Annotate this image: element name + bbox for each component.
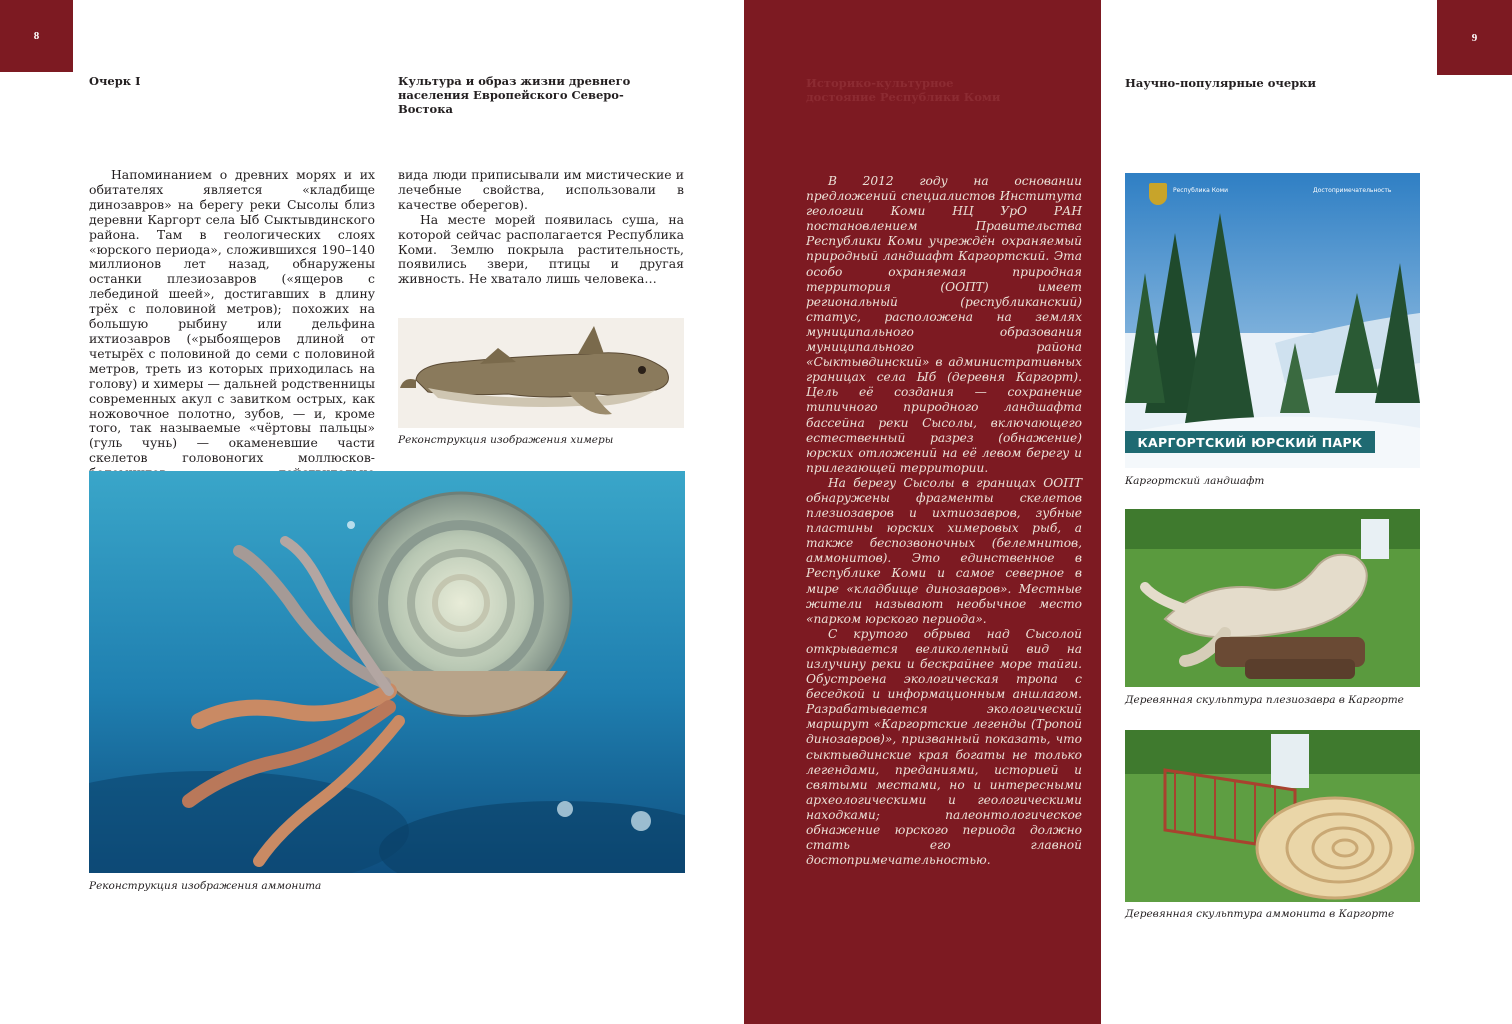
plesiosaur-sculpture-photo (1125, 509, 1420, 687)
left-column-1 (89, 168, 375, 511)
landscape-drawing (1125, 173, 1420, 468)
ammonite-sculpture-drawing (1125, 730, 1420, 902)
chimera-illustration (398, 318, 684, 428)
left-col2-paragraph-2: На месте морей появилась суша, на которой сейчас располагается Республика Коми. Землю покрыла растительность, появились звери, птицы и другая живность. Не хватало лишь человека… (398, 211, 684, 287)
running-title-left: Культура и образ жизни древнего населения Европейского Северо-Востока (398, 74, 631, 116)
right-paragraph-1: В 2012 году на основании предложений специалистов Института геологии Коми НЦ УрО РАН постановлением Правительства Республики Коми учреждён охраняемый природный ландшафт Каргортский. Эта особо охраняемая природная территория (ООПТ) имеет региональный (республиканский) статус, расположена на землях муниципального образования муниципального района «Сыктывдинский» в административных границах села Ыб (деревня Каргорт). Цель её создания — сохранение типичного природного ландшафта бассейна реки Сысолы, включающего естественный разрез (обнажение) юрских отложений на её левом берегу и прилегающей территории. (806, 174, 1082, 475)
chimera-caption: Реконструкция изображения химеры (398, 434, 614, 446)
photo1-top-left: Республика Коми (1173, 187, 1229, 194)
karogort-landscape-photo (1125, 173, 1420, 468)
running-title-faint: Историко-культурное достояние Республики Коми (806, 76, 1001, 104)
ammonite-illustration (89, 471, 685, 873)
section-label: Очерк I (89, 74, 141, 88)
page-number-right (1437, 0, 1512, 75)
landscape-caption: Каргортский ландшафт (1125, 475, 1265, 487)
left-col1-paragraph: Напоминанием о древних морях и их обитателях является «кладбище динозавров» на берегу реки Сысолы близ деревни Каргорт села Ыб Сыктывдинского района. Там в геологических слоях «юрского периода», сложившихся 190–140 миллионов лет назад, обнаружены останки плезиозавров («ящеров с лебединой шеей», достигавших в длину трёх с половиной метров); похожих на большую рыбину или дельфина ихтиозавров («рыбоящеров длиной от четырёх с половиной до семи с половиной метров, треть из которых приходилась на голову) и химеры — дальней родственницы современных акул с завитком острых, как ножовочное полотно, зубов, — и, кроме того, так называемые «чёртовы пальцы» (гуль чунь) — окаменевшие части скелетов головоногих моллюсков- (89, 167, 375, 466)
ammonite-drawing (89, 471, 685, 873)
left-col2-paragraph-1: вида люди приписывали им мистические и лечебные свойства, использовали в качестве оберегов). (398, 167, 684, 212)
page-number-left-text: 8 (33, 30, 40, 42)
plesiosaur-drawing (1125, 509, 1420, 687)
coat-of-arms-icon (1149, 183, 1167, 205)
right-paragraph-3: С крутого обрыва над Сысолой открывается великолепный вид на излучину реки и бескрайнее море тайги. Обустроена экологическая тропа с беседкой и информационным аншлагом. Разрабатывается экологический маршрут «Каргортские легенды (Тропой динозавров)», призванный показать, что сыктывдинские края богаты не только легендами, преданиями, историей и святыми местами, но и интересными археологическими и геологическими находками; палеонтологическое обнажение юрского периода должно стать его главной достопримечательностью. (806, 626, 1082, 868)
ammonite-sculpture-caption: Деревянная скульптура аммонита в Каргорте (1125, 908, 1395, 920)
ammonite-sculpture-photo (1125, 730, 1420, 902)
photo1-banner (1125, 431, 1375, 453)
right-paragraph-2: На берегу Сысолы в границах ООПТ обнаружены фрагменты скелетов плезиозавров и ихтиозавров, зубные пластины юрских химеровых рыб, а также беспозвоночных (белемнитов, аммонитов). Это единственное в Республике Коми и самое северное в мире «кладбище динозавров». Местные жители называют необычное место «парком юрского периода». (806, 475, 1082, 626)
page-number-left (0, 0, 73, 72)
chimera-drawing (398, 318, 684, 428)
photo1-top-right: Достопримечательность (1313, 187, 1392, 194)
plesiosaur-caption: Деревянная скульптура плезиозавра в Каргорте (1125, 694, 1404, 706)
photo1-banner-text: КАРГОРТСКИЙ ЮРСКИЙ ПАРК (1137, 434, 1363, 450)
right-column-text (806, 174, 1082, 868)
ammonite-caption: Реконструкция изображения аммонита (89, 880, 322, 892)
running-title-right: Научно-популярные очерки (1125, 76, 1317, 90)
left-column-2 (398, 168, 684, 287)
page-number-right-text: 9 (1471, 31, 1478, 44)
